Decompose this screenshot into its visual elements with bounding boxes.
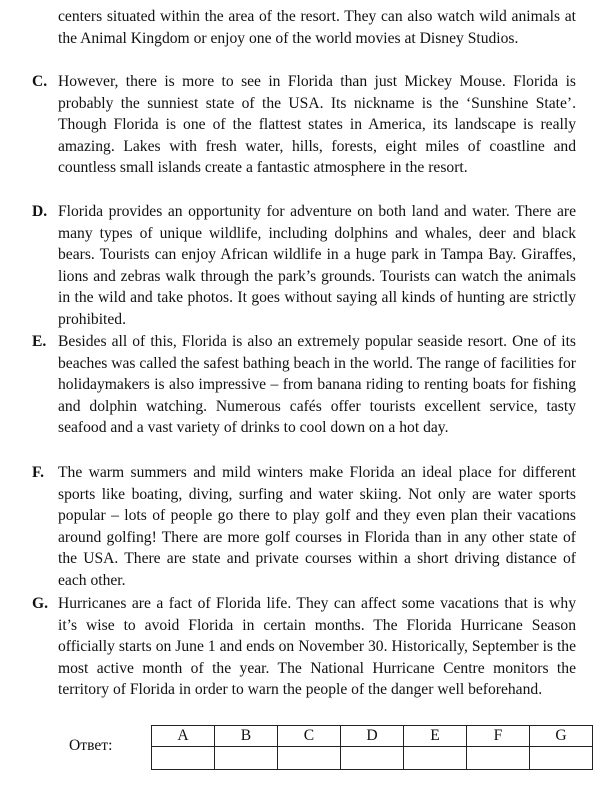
answer-cell-d[interactable]	[341, 747, 404, 770]
answer-column-header: B	[215, 726, 278, 747]
paragraph-c	[32, 71, 576, 179]
answer-column-header: A	[152, 726, 215, 747]
paragraph-letter: G.	[32, 595, 49, 612]
paragraph-text: Besides all of this, Florida is also an extremely popular seaside resort. One of its beaches was called the safest bathing beach in the world. The range of facilities for holidaymakers is also impressive – from banana riding to renting boats for fishing and dolphin watching. Numerous cafés offer tourists excellent service, tasty seafood and a vast variety of drinks to cool down on a hot day.	[58, 333, 576, 437]
answer-column-header: C	[278, 726, 341, 747]
paragraph-letter: C.	[32, 73, 48, 90]
answer-column-header: E	[404, 726, 467, 747]
paragraph-letter: F.	[32, 464, 44, 481]
paragraph-d	[32, 201, 576, 331]
answer-label: Ответ:	[69, 737, 113, 754]
paragraph-text: Hurricanes are a fact of Florida life. They can affect some vacations that is why it’s wise to avoid Florida in certain months. The Florida Hurricane Season officially starts on June 1 and ends on November 30. Historically, September is the most active month of the year. The National Hurricane Centre monitors the territory of Florida in order to warn the people of the danger well beforehand.	[58, 595, 576, 699]
answer-cell-a[interactable]	[152, 747, 215, 770]
paragraph-letter: D.	[32, 203, 48, 220]
answer-header-row	[152, 726, 593, 747]
answer-cell-b[interactable]	[215, 747, 278, 770]
paragraph-text: The warm summers and mild winters make Florida an ideal place for different sports like boating, diving, surfing and water skiing. Not only are water sports popular – lots of people go there to play golf and they even plan their vacations around golfing! There are more golf courses in Florida than in any other state of the USA. There are state and private courses within a short driving distance of each other.	[58, 464, 576, 589]
answer-cell-g[interactable]	[530, 747, 593, 770]
answer-cell-f[interactable]	[467, 747, 530, 770]
answer-column-header: G	[530, 726, 593, 747]
paragraph-text: Florida provides an opportunity for adventure on both land and water. There are many types of unique wildlife, including dolphins and whales, deer and black bears. Tourists can enjoy African wildlife in a huge park in Tampa Bay. Giraffes, lions and zebras walk through the park’s grounds. Tourists can watch the animals in the wild and take photos. It goes without saying all kinds of hunting are strictly prohibited.	[58, 203, 576, 328]
answer-column-header: F	[467, 726, 530, 747]
paragraph-g	[32, 593, 576, 701]
answer-cell-c[interactable]	[278, 747, 341, 770]
paragraph-letter: E.	[32, 333, 47, 350]
paragraph-e	[32, 331, 576, 439]
paragraph-f	[32, 462, 576, 592]
answer-input-row	[152, 747, 593, 770]
paragraph-text: However, there is more to see in Florida than just Mickey Mouse. Florida is probably the sunniest state of the USA. Its nickname is the ‘Sunshine State’. Though Florida is one of the flattest states in America, its landscape is really amazing. Lakes with fresh water, hills, forests, eight miles of coastline and countless small islands create a fantastic atmosphere in the resort.	[58, 73, 576, 177]
answer-column-header: D	[341, 726, 404, 747]
answer-table	[151, 725, 593, 770]
intro-continuation: centers situated within the area of the resort. They can also watch wild animals at the Animal Kingdom or enjoy one of the world movies at Disney Studios.	[58, 8, 576, 47]
answer-cell-e[interactable]	[404, 747, 467, 770]
